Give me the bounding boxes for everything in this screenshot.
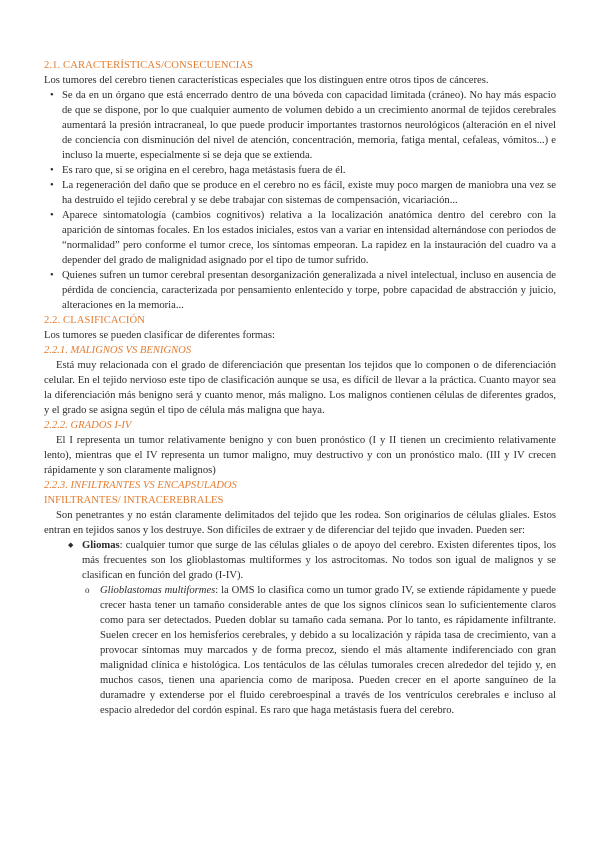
list-item: • Quienes sufren un tumor cerebral presentan desorganización generalizada a nivel intelectual, incluso en ausencia de pérdida de conciencia, caracterizada por pensamiento enlentecido y torpe, pobre capacidad de abstracción y juicio, alteraciones en la memoria... <box>44 268 556 313</box>
paragraph: Está muy relacionada con el grado de diferenciación que presentan los tejidos que lo componen o de diferenciación celular. En el tejido nervioso este tipo de clasificación aunque se usa, es difícil de llevar a la práctica. Cuanto mayor sea la diferenciación más benigno será y cuanto menor, más maligno. Los malignos contienen células de diferentes grados, y el grado se asigna según el tipo de célula más maligna que haya. <box>44 360 556 416</box>
definition: : la OMS lo clasifica como un tumor grado IV, se extiende rápidamente y puede crecer hasta tener un tamaño considerable antes de que los signos clínicos sean lo suficientemente claros como para ser detectados. Pueden doblar su tamaño cada semana. Por lo tanto, es rápidamente infiltrante. Suelen crecer en los hemisferios cerebrales, y debido a su localización y rápida tasa de crecimiento, van a provocar síntomas muy marcados y de forma precoz, siendo el más altamente indiferenciado con gran malignidad clínica e histológica. Los tentáculos de las células tumorales crecen alrededor del tejido y, en muchos casos, tienen una apariencia como de mariposa. Pueden crecer en el aporte sanguíneo de la duramadre y extenderse por el fluido cerebroespinal a través de los ventrículos cerebrales e incluso al espacio alrededor del cordón espinal. Es raro que haga metástasis fuera del cerebro. <box>100 585 556 716</box>
tumor-types-list <box>44 538 556 718</box>
section-heading-characteristics: 2.1. CARACTERÍSTICAS/CONSECUENCIAS <box>44 60 254 71</box>
list-item: • Es raro que, si se origina en el cerebro, haga metástasis fuera de él. <box>44 163 556 178</box>
subsection-heading-malignant-benign: 2.2.1. MALIGNOS VS BENIGNOS <box>44 345 192 356</box>
subheading-infiltrating-intracerebral: INFILTRANTES/ INTRACEREBRALES <box>44 495 224 506</box>
term-gliomas: Gliomas <box>82 540 120 551</box>
gliomas-sublist <box>82 583 556 718</box>
paragraph: El I representa un tumor relativamente benigno y con buen pronóstico (I y II tienen un crecimiento relativamente lento), mientras que el IV representa un tumor maligno, muy destructivo y con un pronóstico malo. (III y IV crecen rápidamente y son claramente malignos) <box>44 435 556 476</box>
subsection-heading-infiltrating: 2.2.3. INFILTRANTES VS ENCAPSULADOS <box>44 480 237 491</box>
list-item: • La regeneración del daño que se produce en el cerebro no es fácil, existe muy poco margen de maniobra una vez se ha destruido el tejido cerebral y se debe trabajar con sistemas de compensación, vicariación... <box>44 178 556 208</box>
section-intro: Los tumores se pueden clasificar de diferentes formas: <box>44 330 275 341</box>
section-heading-classification: 2.2. CLASIFICACIÓN <box>44 315 145 326</box>
list-item <box>82 583 556 718</box>
list-item: • Aparece sintomatología (cambios cognitivos) relativa a la localización anatómica dentro del cerebro con la aparición de síntomas focales. En los estados iniciales, estos van a variar en intensidad alternándose con periodos de “normalidad” pero conforme el tumor crece, los síntomas empeoran. La rapidez en la instauración del cuadro va a depender del grado de malignidad asignado por el tipo de tumor sufrido. <box>44 208 556 268</box>
section-intro: Los tumores del cerebro tienen características especiales que los distinguen entre otros tipos de cánceres. <box>44 75 489 86</box>
definition: : cualquier tumor que surge de las células gliales o de apoyo del cerebro. Existen diferentes tipos, los más frecuentes son los glioblastomas multiformes y los astrocitomas. No todos son igual de malignos y se clasifican en función del grado (I-IV). <box>82 540 556 581</box>
characteristics-list <box>44 88 556 313</box>
list-item <box>44 538 556 718</box>
paragraph: Son penetrantes y no están claramente delimitados del tejido que les rodea. Son originarios de células gliales. Estos entran en tejidos sanos y los destruye. Son difíciles de extraer y de diferenciar del tejido que invaden. Pueden ser: <box>44 510 556 536</box>
term-glioblastomas: Glioblastomas multiformes <box>100 585 216 596</box>
subsection-heading-grades: 2.2.2. GRADOS I-IV <box>44 420 132 431</box>
list-item: • Se da en un órgano que está encerrado dentro de una bóveda con capacidad limitada (cráneo). No hay más espacio de que se dispone, por lo que cualquier aumento de volumen debido a un crecimiento anormal de tejidos cerebrales aumentará la presión intracraneal, lo que puede producir importantes trastornos neurológicos (alteración en el nivel de conciencia con disminución del nivel de atención, concentración, memoria, fatiga mental, cefaleas, vómitos...) e incluso la muerte, especialmente si se deja que se extienda. <box>44 88 556 163</box>
